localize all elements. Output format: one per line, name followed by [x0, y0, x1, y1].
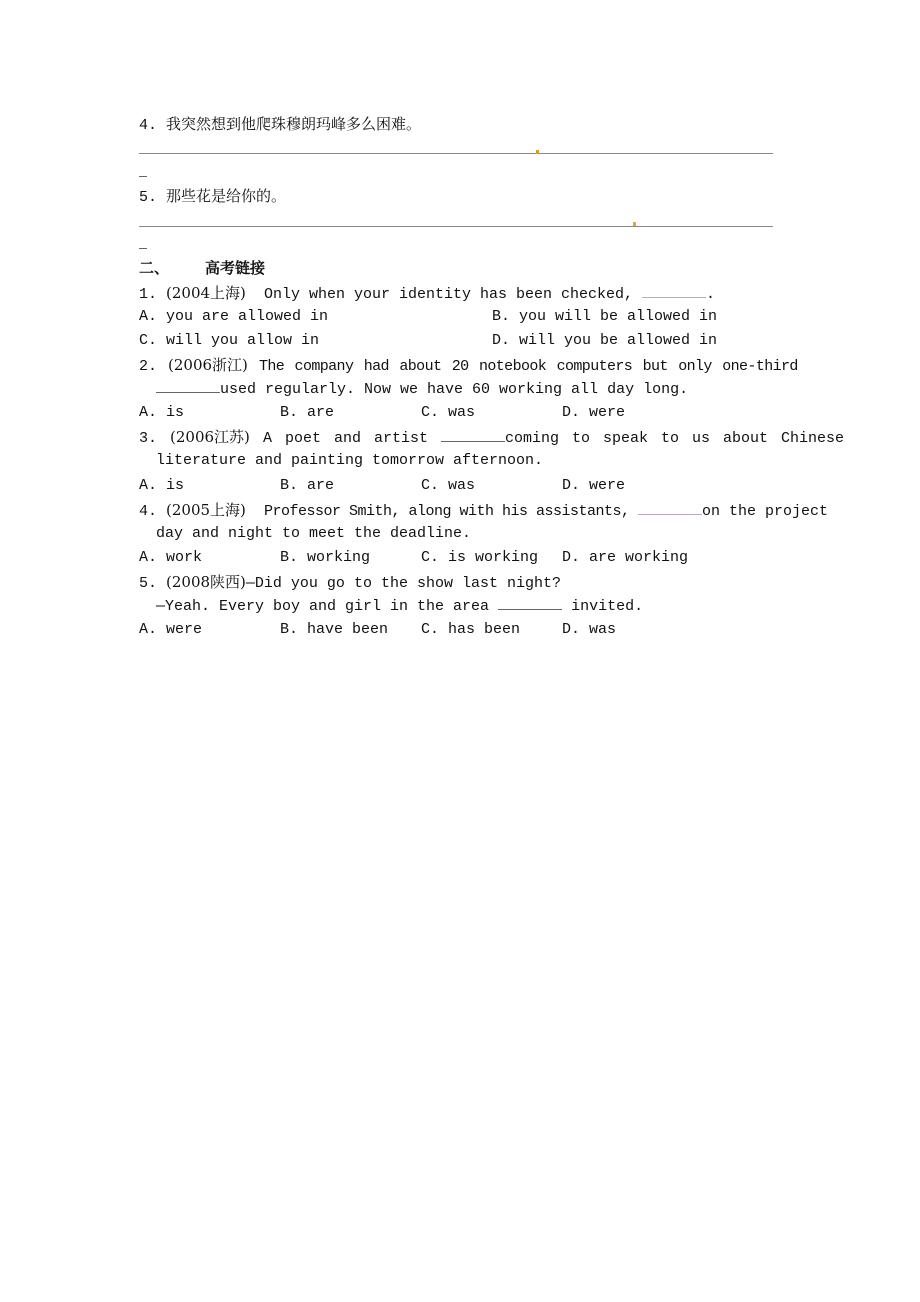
option-c[interactable]: C. is working: [421, 549, 539, 566]
edit-mark: [633, 222, 636, 226]
option-a[interactable]: A. work: [139, 549, 203, 566]
answer-blank[interactable]: [642, 285, 706, 298]
option-b[interactable]: B. are: [280, 404, 335, 421]
q-text: —Yeah. Every boy and girl in the area: [156, 598, 499, 615]
section-heading: [139, 259, 265, 277]
q-text: The company had about 20 notebook computers but only one-third: [258, 358, 798, 375]
section-title: 高考链接: [205, 259, 266, 277]
option-d[interactable]: D. were: [562, 404, 626, 421]
option-a[interactable]: A. is: [139, 477, 185, 494]
option-d[interactable]: D. will you be allowed in: [492, 332, 718, 349]
q-number: 1.: [139, 286, 158, 303]
q-source: (2008陕西): [166, 573, 246, 591]
q-source: (2004上海): [166, 284, 246, 302]
q-number: 3.: [139, 430, 158, 447]
q-text: used regularly. Now we have 60 working all day long.: [220, 381, 689, 398]
section-number: 二、: [139, 259, 170, 277]
option-c[interactable]: C. was: [421, 404, 476, 421]
question-3-cont: literature and painting tomorrow afternoon.: [156, 452, 544, 469]
q-source: (2005上海): [166, 501, 246, 519]
question-5: [139, 573, 561, 593]
option-b[interactable]: B. have been: [280, 621, 389, 638]
q-number: 4.: [139, 503, 158, 520]
item-text: 我突然想到他爬珠穆朗玛峰多么困难。: [166, 115, 422, 133]
option-a[interactable]: A. were: [139, 621, 203, 638]
question-3: [139, 428, 844, 448]
answer-blank[interactable]: [638, 502, 702, 515]
item-number: 4.: [139, 117, 158, 134]
q-source: (2006江苏): [170, 428, 250, 446]
answer-line-end: [139, 176, 147, 177]
option-a[interactable]: A. you are allowed in: [139, 308, 329, 325]
q-text: A poet and artist: [262, 430, 441, 447]
q-text: coming to speak to us about Chinese: [504, 430, 845, 447]
q-text: on the project: [702, 503, 829, 520]
answer-blank[interactable]: [441, 429, 505, 442]
edit-mark: [536, 150, 539, 154]
question-4: [139, 501, 828, 521]
q-text: invited.: [562, 598, 644, 615]
q-text: .: [706, 286, 716, 303]
option-c[interactable]: C. was: [421, 477, 476, 494]
answer-blank[interactable]: [156, 380, 220, 393]
option-b[interactable]: B. working: [280, 549, 371, 566]
answer-line[interactable]: [139, 153, 773, 154]
question-2-cont: [156, 380, 688, 399]
q-number: 2.: [139, 358, 158, 375]
question-5-cont: [156, 597, 643, 616]
q-number: 5.: [139, 575, 158, 592]
q-text: —Did you go to the show last night?: [245, 575, 561, 592]
option-d[interactable]: D. was: [562, 621, 617, 638]
option-b[interactable]: B. are: [280, 477, 335, 494]
option-c[interactable]: C. has been: [421, 621, 521, 638]
answer-blank[interactable]: [498, 597, 562, 610]
answer-line-end: [139, 248, 147, 249]
option-d[interactable]: D. are working: [562, 549, 689, 566]
q-text: Only when your identity has been checked,: [263, 286, 642, 303]
option-d[interactable]: D. were: [562, 477, 626, 494]
q-text: Professor Smith, along with his assistants,: [263, 503, 639, 520]
question-1: [139, 284, 715, 304]
option-b[interactable]: B. you will be allowed in: [492, 308, 718, 325]
translation-item-5: [139, 187, 286, 207]
question-4-cont: day and night to meet the deadline.: [156, 525, 472, 542]
item-text: 那些花是给你的。: [166, 187, 287, 205]
translation-item-4: [139, 115, 421, 135]
option-a[interactable]: A. is: [139, 404, 185, 421]
option-c[interactable]: C. will you allow in: [139, 332, 320, 349]
answer-line[interactable]: [139, 226, 773, 227]
item-number: 5.: [139, 189, 158, 206]
q-source: (2006浙江): [168, 356, 248, 374]
question-2: [139, 356, 798, 376]
